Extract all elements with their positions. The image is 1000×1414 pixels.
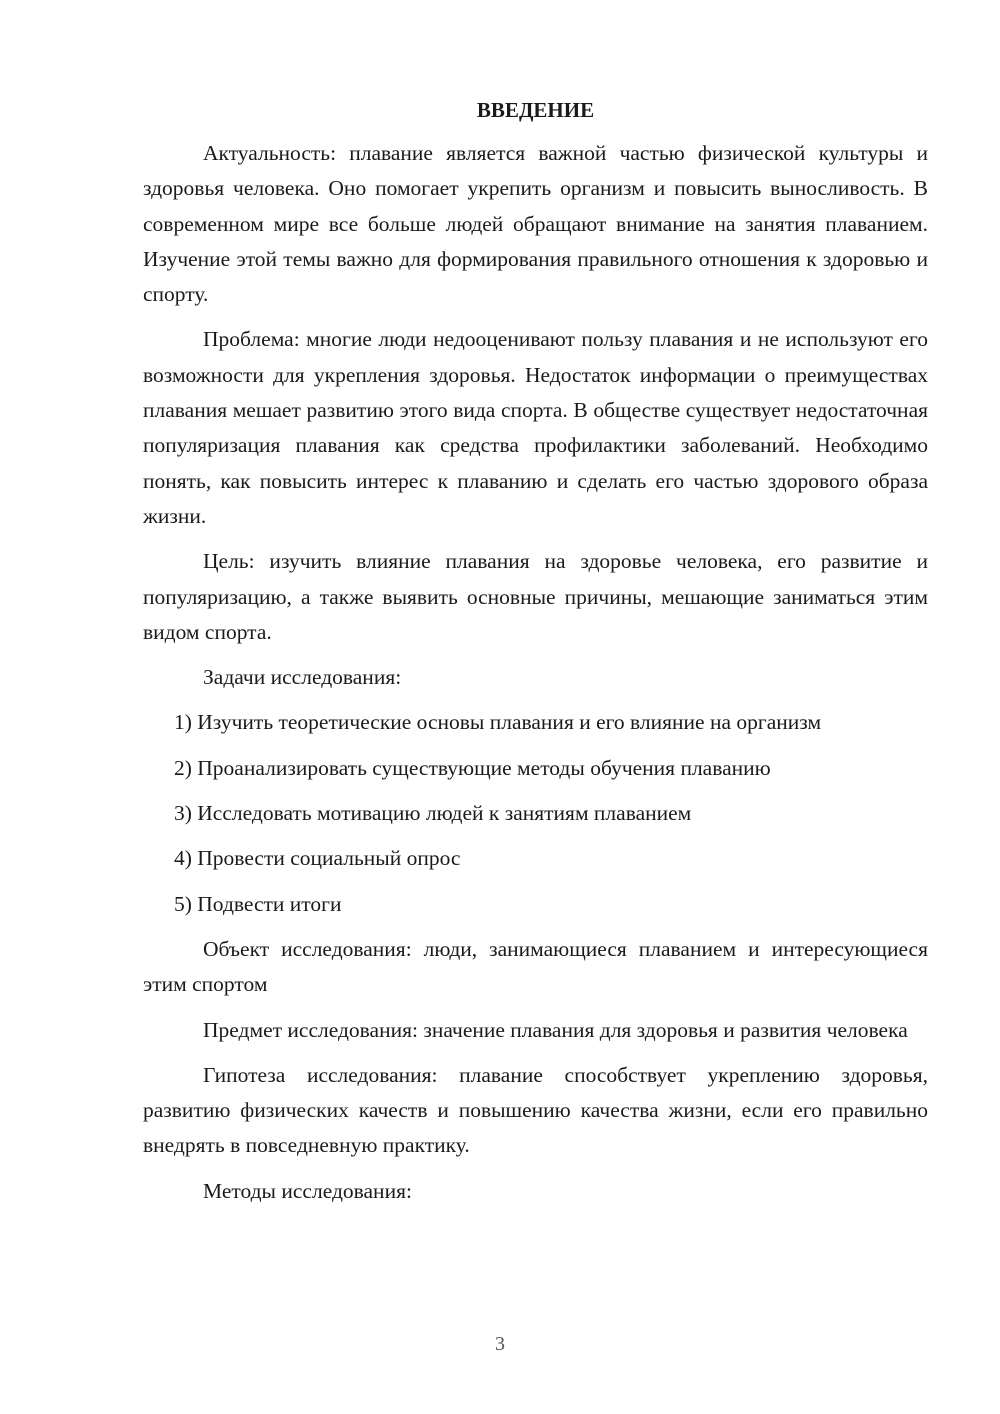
document-page (143, 95, 928, 1219)
page-title: ВВЕДЕНИЕ (476, 98, 595, 122)
tasks-title: Задачи исследования: (203, 665, 402, 690)
object-paragraph: Объект исследования: люди, занимающиеся плаванием и интересующиеся этим спортом (143, 936, 928, 997)
hypothesis-paragraph: Гипотеза исследования: плавание способствует укреплению здоровья, развитию физических качеств и повышению качества жизни, если его правильно внедрять в повседневную практику. (143, 1062, 928, 1158)
list-item: 4) Провести социальный опрос (174, 846, 461, 871)
list-item: 1) Изучить теоретические основы плавания и его влияние на организм (174, 710, 822, 735)
relevance-paragraph: Актуальность: плавание является важной частью физической культуры и здоровья человека. Оно помогает укрепить организм и повысить выносливость. В современном мире все больше людей обращают внимание на занятия плаванием. Изучение этой темы важно для формирования правильного отношения к здоровью и спорту. (143, 141, 928, 307)
tasks-list (143, 705, 928, 921)
subject-paragraph: Предмет исследования: значение плавания для здоровья и развития человека (203, 1017, 908, 1042)
list-item: 5) Подвести итоги (174, 891, 342, 916)
problem-paragraph: Проблема: многие люди недооценивают пользу плавания и не используют его возможности для укрепления здоровья. Недостаток информации о преимуществах плавания мешает развитию этого вида спорта. В обществе существует недостаточная популяризация плавания как средства профилактики заболеваний. Необходимо понять, как повысить интерес к плаванию и сделать его частью здорового образа жизни. (143, 327, 928, 528)
list-item: 3) Исследовать мотивацию людей к занятиям плаванием (174, 801, 692, 826)
methods-title: Методы исследования: (203, 1178, 412, 1203)
page-number: 3 (495, 1333, 505, 1355)
list-item: 2) Проанализировать существующие методы обучения плаванию (174, 755, 771, 780)
goal-paragraph: Цель: изучить влияние плавания на здоровье человека, его развитие и популяризацию, а также выявить основные причины, мешающие заниматься этим видом спорта. (143, 549, 928, 644)
